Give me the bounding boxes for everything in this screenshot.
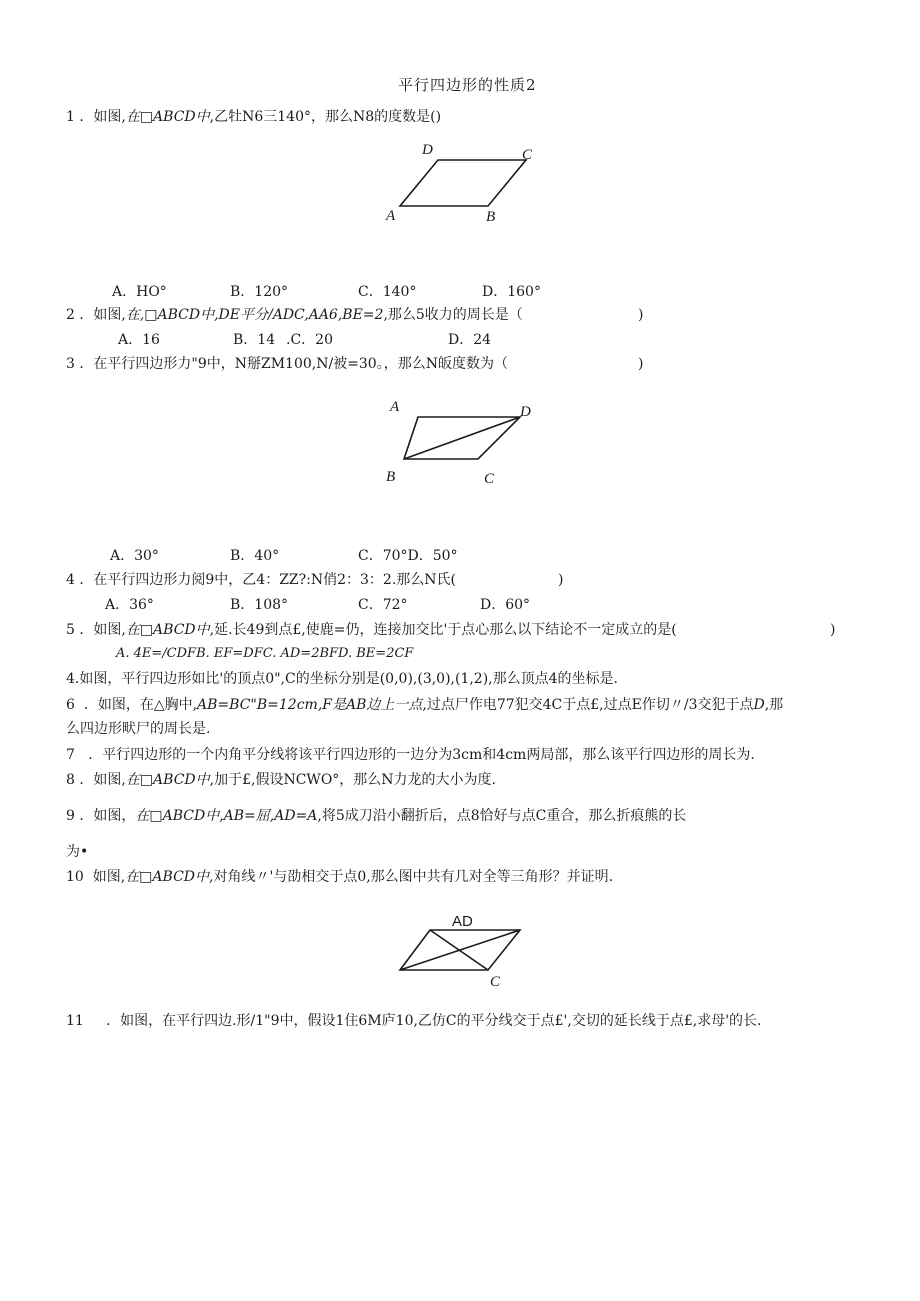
question-9: 9 ．如图，在□ABCD中,AB=屈,AD=A,将5成刀沿小翻折后，点8恰好与点C重合，那么折痕熊的长 [66, 808, 687, 824]
vertex-label-b: B [386, 469, 396, 485]
option-a: A．36° [105, 597, 154, 613]
answer-paren-close: ) [830, 622, 836, 638]
option-a: A．HO° [112, 284, 167, 300]
vertex-label-d: D [422, 142, 433, 158]
question-number: 3 [66, 356, 75, 372]
option-a: A．16 [118, 332, 160, 348]
option-c: C．140° [358, 284, 417, 300]
diagonal-ac [430, 930, 488, 970]
option-b: B．14 [233, 332, 276, 348]
question-number: 1 [66, 109, 75, 125]
option-d: D．60° [480, 597, 531, 613]
diagonal-bd [404, 417, 520, 459]
answer-paren-close: ) [558, 572, 564, 588]
figure-parallelogram-q3 [380, 395, 550, 490]
question-2: 2 ．如图,在,□ABCD中,DE平分/ADC,AA6,BE=2,那么5收力的周长是（ [66, 307, 523, 323]
options-line: A. 4E=/CDFB. EF=DFC. AD=2BFD. BE=2CF [116, 646, 414, 661]
question-5: 5 ．如图,在□ABCD中,延.长49到点£,使鹿=仍，连接加交比'于点心那么以下结论不一定成立的是( [66, 622, 677, 638]
option-b: B．108° [230, 597, 289, 613]
question-number: 9 [66, 808, 75, 824]
figure-parallelogram-q10 [390, 908, 540, 988]
parallelogram [400, 160, 526, 206]
question-3: 3 ．在平行四边形力"9中，N掰ZM100,N/被=30。，那么N皈度数为（ [66, 356, 508, 372]
question-number: 4 [66, 572, 75, 588]
option-b: B．120° [230, 284, 289, 300]
question-number: 11 [66, 1013, 84, 1029]
vertex-label-ad: AD [452, 913, 473, 930]
vertex-label-c: C [522, 147, 533, 163]
question-number: 2 [66, 307, 75, 323]
option-d: D．160° [482, 284, 541, 300]
option-b: B．40° [230, 548, 280, 564]
page-title: 平行四边形的性质2 [398, 76, 537, 94]
question-number: 7 [66, 747, 75, 763]
question-number: 5 [66, 622, 75, 638]
question-10: 10 如图,在□ABCD中,对角线〃'与劭相交于点0,那么图中共有几对全等三角形？并证明. [66, 869, 614, 885]
option-c: .C．20 [286, 332, 333, 348]
question-number: 8 [66, 772, 75, 788]
vertex-label-b: B [486, 209, 496, 225]
option-c-d: C．70°D．50° [358, 548, 458, 564]
vertex-label-d: D [520, 404, 531, 420]
figure-parallelogram-q1 [380, 138, 540, 233]
question-11: 11 ．如图，在平行四边.形/1"9中，假设1住6M庐10,乙仿C的平分线交于点£',交切的延长线于点£,求母'的长. [66, 1013, 762, 1029]
answer-paren-close: ) [638, 356, 644, 372]
question-6-line-2: 么四边形畎尸的周长是. [66, 721, 211, 737]
question-9-line-2: 为• [66, 844, 89, 860]
option-a: A．30° [110, 548, 159, 564]
vertex-label-c: C [484, 471, 495, 487]
question-8: 8 ．如图,在□ABCD中,加于£,假设NCWO°，那么N力龙的大小为度. [66, 772, 496, 788]
question-1: 1 ．如图,在□ABCD中,乙牡N6三140°，那么N8的度数是() [66, 109, 442, 125]
question-6: 6 ．如图，在△胸中,AB=BC"B=12cm,F是AB边上一点,过点尸作电77犯交4C于点£,过点E作切〃/3交犯于点D,那 [66, 697, 784, 713]
question-4: 4 ．在平行四边形力阅9中，乙4：ZZ?:N俏2：3：2.那么N氏( [66, 572, 456, 588]
question-extra-4: 4.如图，平行四边形如比'的顶点0",C的坐标分别是(0,0),(3,0),(1,2),那么顶点4的坐标是. [66, 671, 618, 687]
answer-paren-close: ) [638, 307, 644, 323]
vertex-label-a: A [390, 399, 400, 415]
option-c: C．72° [358, 597, 408, 613]
question-7: 7 ．平行四边形的一个内角平分线将该平行四边形的一边分为3cm和4cm两局部，那么该平行四边形的周长为. [66, 747, 755, 763]
vertex-label-a: A [386, 208, 396, 224]
option-d: D．24 [448, 332, 492, 348]
vertex-label-c: C [490, 974, 501, 990]
question-number: 6 [66, 697, 75, 713]
question-number: 10 [66, 869, 84, 885]
